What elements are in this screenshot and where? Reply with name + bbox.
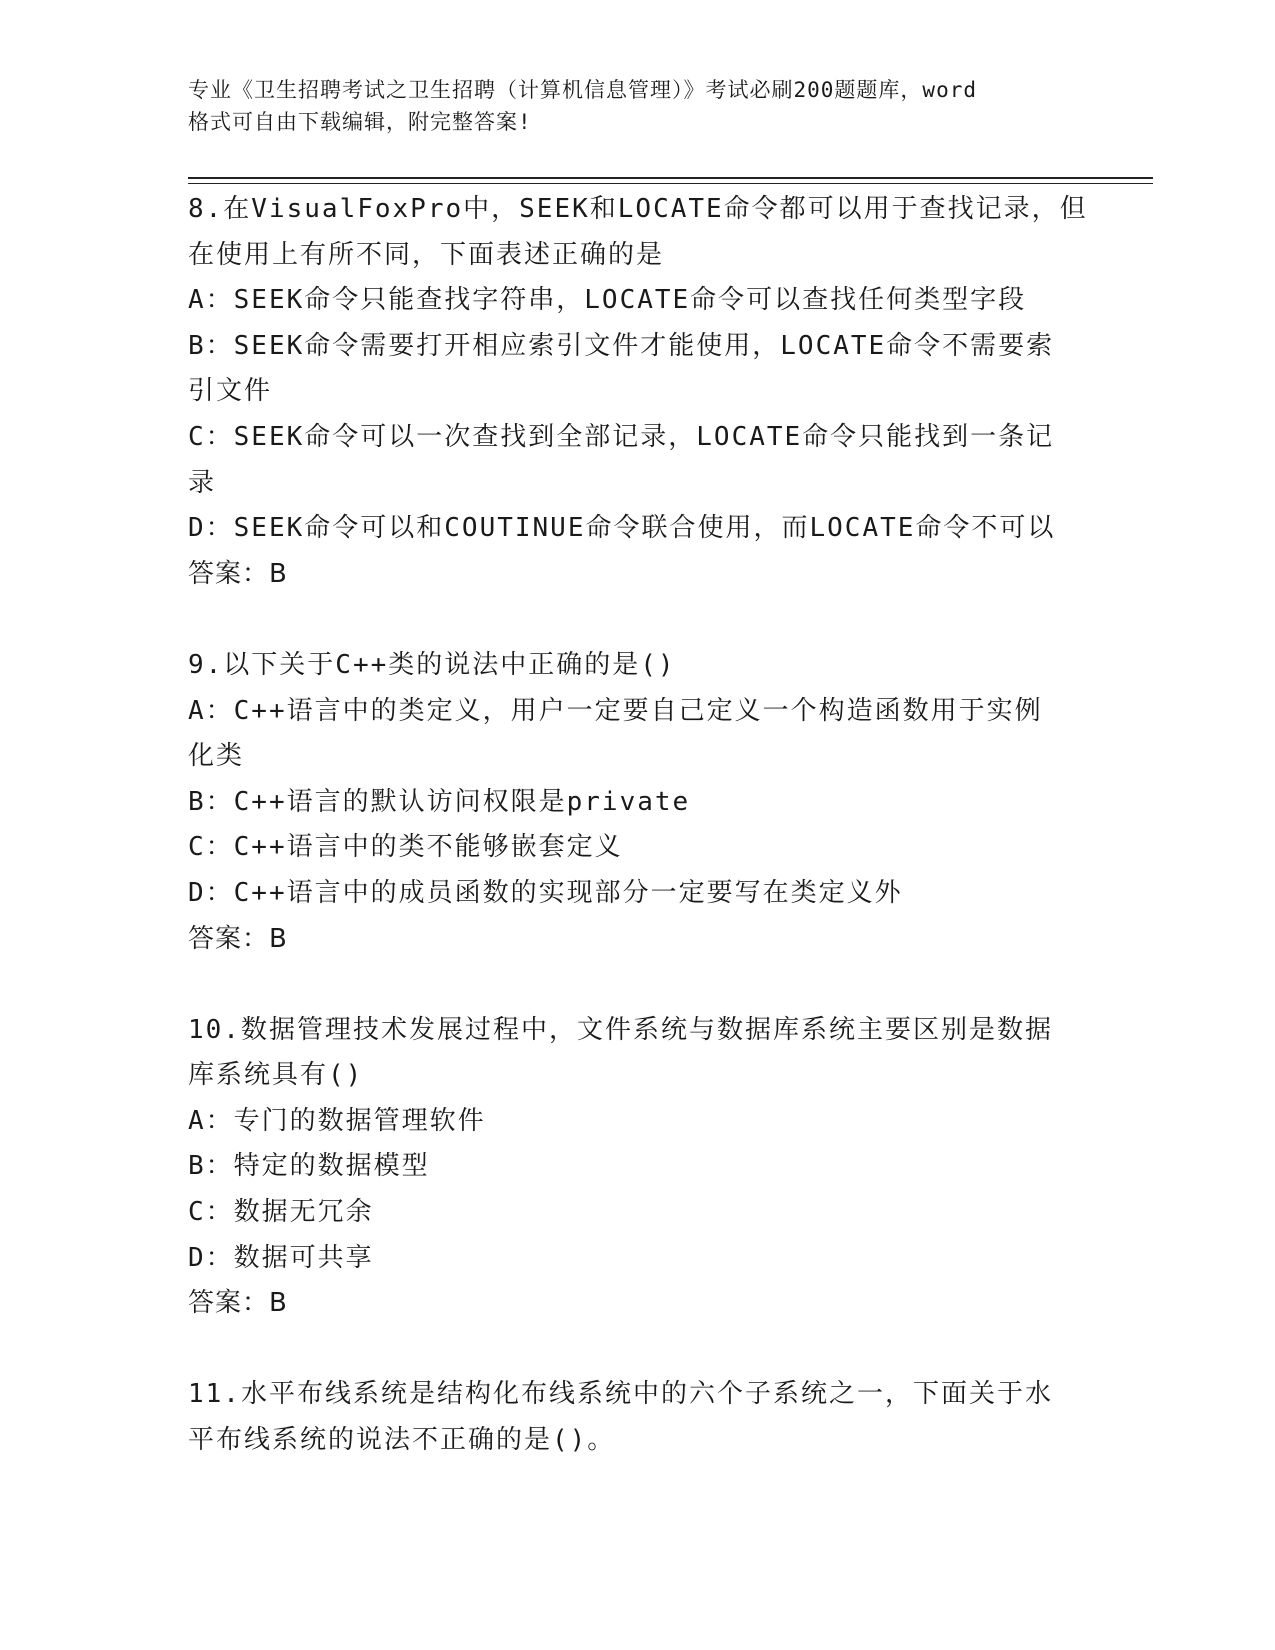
question-stem-line: 8.在VisualFoxPro中，SEEK和LOCATE命令都可以用于查找记录，但 (188, 194, 1088, 224)
option-line: 化类 (188, 741, 245, 772)
header-divider-thin (188, 183, 1153, 184)
question-stem-line: 平布线系统的说法不正确的是()。 (188, 1425, 616, 1456)
option-line: C：C++语言中的类不能够嵌套定义 (188, 832, 623, 863)
question-stem-line: 10.数据管理技术发展过程中，文件系统与数据库系统主要区别是数据 (188, 1014, 1053, 1045)
question-spacer (188, 597, 1068, 643)
question-list (188, 187, 1088, 1464)
option-line: A：专门的数据管理软件 (188, 1105, 486, 1136)
option-line: D：C++语言中的成员函数的实现部分一定要写在类定义外 (188, 877, 903, 908)
header-divider-thick (188, 177, 1153, 179)
option-line: A：C++语言中的类定义，用户一定要自己定义一个构造函数用于实例 (188, 695, 1043, 726)
option-line: C：SEEK命令可以一次查找到全部记录，LOCATE命令只能找到一条记 (188, 421, 1055, 452)
option-line: B：SEEK命令需要打开相应索引文件才能使用，LOCATE命令不需要索 (188, 330, 1055, 361)
question-block (188, 187, 1088, 597)
question-spacer (188, 962, 1068, 1008)
option-line: 录 (188, 467, 217, 498)
option-line: A：SEEK命令只能查找字符串，LOCATE命令可以查找任何类型字段 (188, 285, 1027, 316)
document-header (188, 74, 1088, 138)
header-title-line-2: 格式可自由下载编辑，附完整答案! (188, 110, 532, 134)
option-line: B：C++语言的默认访问权限是private (188, 786, 691, 817)
question-block (188, 643, 1068, 962)
option-line: D：SEEK命令可以和COUTINUE命令联合使用，而LOCATE命令不可以 (188, 513, 1056, 544)
option-line: B：特定的数据模型 (188, 1151, 430, 1182)
option-line: 引文件 (188, 376, 273, 407)
question-stem-line: 在使用上有所不同，下面表述正确的是 (188, 239, 665, 270)
question-stem-line: 11.水平布线系统是结构化布线系统中的六个子系统之一，下面关于水 (188, 1379, 1053, 1410)
answer-label: 答案：B (188, 923, 288, 954)
question-stem-line: 库系统具有() (188, 1060, 364, 1091)
question-stem-line: 9.以下关于C++类的说法中正确的是() (188, 649, 676, 680)
question-block (188, 1372, 1068, 1463)
question-spacer (188, 1327, 1068, 1373)
option-line: C：数据无冗余 (188, 1197, 374, 1228)
option-line: D：数据可共享 (188, 1242, 374, 1273)
question-block (188, 1008, 1068, 1327)
header-title-line-1: 专业《卫生招聘考试之卫生招聘（计算机信息管理）》考试必刷200题题库，word (188, 78, 977, 102)
answer-label: 答案：B (188, 558, 288, 589)
answer-label: 答案：B (188, 1288, 288, 1319)
